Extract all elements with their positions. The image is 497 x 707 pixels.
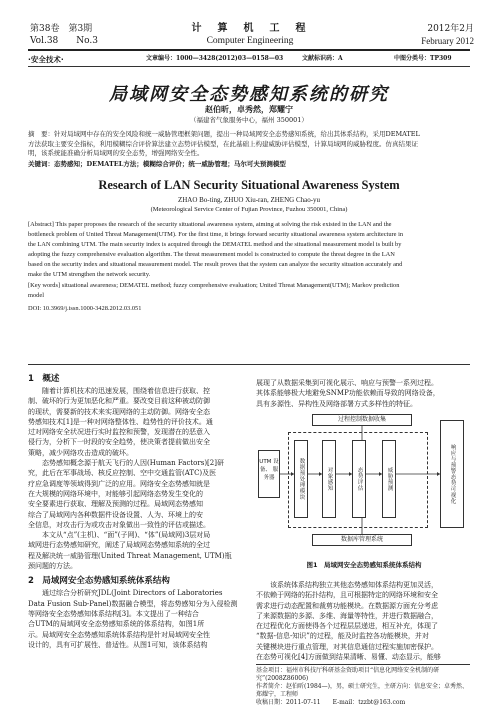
authors-cn: 赵伯昕，卓秀然，郑耀宁 — [205, 104, 293, 114]
keywords-en-line: model — [28, 292, 44, 300]
paragraph-line: 程及解决统一威胁管理(United Threat Management, UTM)瓶 — [28, 551, 232, 560]
abstract-en-line: based on the security index and situational measurement model. The result proves that the system can analyze the security situation accurately and — [28, 260, 403, 268]
abstract-en-line: bottleneck problem of United Threat Management(UTM). For the first time, it brings forward security situational awareness system architecture in — [28, 230, 404, 238]
affiliation-cn: （福建省气象服务中心，福州 350001） — [190, 116, 308, 124]
paragraph-line: 设计的，具有可扩展性、普适性。从图1可知，该体系结构 — [28, 640, 208, 649]
paragraph-line: 其体系能够极大地避免SNMP功能依赖而导致的网络设备， — [256, 389, 440, 398]
abstract-en-line: adopting the fuzzy comprehensive evaluation algorithm. The threat measurement model is constructed to compute the threat degree in the LAN — [28, 250, 395, 258]
authors-en: ZHAO Bo-ting, ZHUO Xiu-ran, ZHENG Chao-yu — [177, 196, 321, 204]
paragraph-line: 安全要素进行获取、理解及预测的过程。局域网态势感知 — [28, 500, 203, 509]
paragraph-line: 在过程优化方面使得各个过程层层递进，相互补充，体现了 — [256, 622, 438, 631]
paragraph-line: 的现状，需要新的技术来实现网络的主动防御。网络安全态 — [28, 407, 210, 416]
class-number: 中图分类号：TP309 — [394, 55, 452, 62]
abstract-cn-line: 摘 要：针对局域网中存在的安全风险和统一威胁管理框架问题，提出一种局域网安全态势感知系统，给出其体系结构，采用DEMATEL — [28, 130, 420, 138]
paragraph-line: “数据-信息-知识”的过程，能及时监控各功能模块，并对 — [256, 632, 429, 641]
abstract-rule — [28, 364, 470, 365]
paragraph-line: 合UTM的局域网安全态势感知系统的体系结构，如图1所 — [28, 620, 205, 629]
figure-bottom-bar: 数据库管理系统 — [312, 534, 412, 546]
paragraph-line: 综合了局域网内各种数据件设备设置、人为、环境上的安 — [28, 510, 203, 519]
paragraph-line: 究，此后在军事战场、核反应控制、空中交通监管(ATC)及医 — [28, 469, 217, 478]
abstract-en — [28, 220, 470, 314]
paper-title-en: Research of LAN Security Situational Awareness System — [98, 178, 400, 192]
paragraph-line: 等网络安全态势感知体系结构[3]。本文提出了一种结合 — [28, 609, 199, 618]
article-number: 文章编号：1000—3428(2012)03—0158—03 — [146, 55, 284, 62]
paragraph-line: 颈问题的方法。 — [28, 562, 77, 571]
paragraph-line: 策略，减少网络攻击造成的破坏。 — [28, 448, 133, 457]
figure-1 — [258, 414, 470, 576]
abstract-cn-line: 明，该系统能准确分析局域网的安全态势，增强网络安全性。 — [28, 149, 204, 158]
paragraph-line: 关键模块进行重点管理，对其信息通信过程实施加密保护。 — [256, 642, 438, 651]
figure-top-bar: 过程控制数据收集 — [312, 414, 412, 426]
paragraph-line: 侵行为，分析下一时段的安全趋势，使决策者提前做出安全 — [28, 438, 210, 447]
doi: DOI: 10.3969/j.issn.1000-3428.2012.03.051 — [28, 305, 142, 313]
volume-en: Vol.38 No.3 — [30, 36, 99, 46]
figure-object-box: 对象感知 — [322, 440, 336, 518]
footnote-fund: 基金项目：福州市科技厅科研基金资助项目“信息化网络安全机制的研究”(2008Z86006) — [256, 667, 440, 682]
affiliation-en: (Meteorological Service Center of Fujian Province, Fuzhou 350001, China) — [150, 206, 348, 213]
figure-prediction-box: 威胁预测 — [382, 440, 396, 518]
column-label: ·安全技术· — [28, 55, 64, 64]
abstract-en-line: the LAN combining UTM. The main security index is acquired through the DEMATEL method and the situational measurement model is built by — [28, 240, 402, 248]
abstract-cn — [28, 130, 470, 169]
paragraph-line: 不依赖于网络的拓扑结构，且可根据特定的网络环境和安全 — [256, 591, 438, 600]
figure-assessment-box: 态势评估 — [352, 440, 366, 518]
document-code: 文献标识码：A — [302, 55, 343, 62]
abstract-cn-line: 方法获取主要安全指标，利用模糊综合评价算法建立态势评估模型，在此基础上构建威胁评估模型，计算局域网的威胁程度。仿真结果证 — [28, 139, 418, 148]
right-column-mid — [256, 580, 470, 662]
paper-title-cn: 局域网安全态势感知系统的研究 — [109, 84, 389, 105]
figure-response-box: 响应与预警态势可视化 — [440, 420, 464, 528]
footnote-received: 收稿日期：2011-07-11 E-mail：tzzbt@163.com — [256, 699, 406, 706]
section-1-title: 1 概述 — [28, 374, 60, 384]
keywords-en-line: [Key words] situational awareness; DEMATEL method; fuzzy comprehensive evaluation; United Threat Management(UTM); Markov prediction — [28, 282, 400, 290]
abstract-en-line: make the UTM strengthen the network security. — [28, 270, 151, 278]
paragraph-line: 势感知技术[1]是一种对网络整体性、趋势性的评价技术。通 — [28, 417, 213, 426]
left-column — [28, 372, 242, 650]
meta-rule — [28, 66, 470, 67]
figure-arrows — [258, 414, 470, 554]
paragraph-line: 态势感知概念源于航天飞行的人因(Human Factors)[2]研 — [28, 459, 224, 468]
paragraph-line: 示。局域网安全态势感知系统体系结构是针对局域网安全性 — [28, 630, 210, 639]
date-en: February 2012 — [421, 36, 474, 46]
paragraph-line: 随着计算机技术的迅速发展，围绕着信息进行获取、控 — [28, 387, 210, 395]
footnote-author: 作者简介：赵伯昕(1984—)，男，硕士研究生，主研方向：信息安全；卓秀然、郑耀宁，工程师 — [256, 683, 468, 698]
volume-cn: 第38卷 第3期 — [30, 24, 93, 34]
paragraph-line: 在态势可视化[4]方面做到结果清晰、易懂、动态显示，能够 — [256, 653, 441, 662]
paragraph-line: 制、破坏的行为更加恶化和严重。要改变目前这种被动防御 — [28, 397, 210, 406]
header-rule — [28, 49, 470, 51]
paragraph-line: 本文从“点”(主机)、“面”(子网)、“体”(局域网)3层对局 — [28, 531, 211, 540]
paragraph-line: 全信息，对攻击行为或攻击对象做出一致性的评估或描述。 — [28, 520, 210, 529]
paragraph-line: 疗应急调度等领域得到广泛的应用。网络安全态势感知就是 — [28, 479, 210, 488]
journal-title-cn: 计 算 机 工 程 — [191, 23, 309, 34]
keywords-en — [28, 281, 470, 301]
footnote — [256, 664, 470, 707]
paragraph-line: 该系统体系结构独立其他态势感知体系结构更加灵活， — [256, 581, 438, 589]
paragraph-line: 域网进行态势感知研究，阐述了局域网态势感知系统的全过 — [28, 541, 210, 550]
paragraph-line: 在大规模的网络环境中，对能够引起网络态势发生变化的 — [28, 489, 203, 498]
journal-title-en: Computer Engineering — [206, 36, 294, 46]
paragraph-line: 了来源数据的多源、多维、海量等特性，并进行数据融合， — [256, 611, 438, 620]
figure-caption: 图1 局域网安全态势感知系统体系结构 — [306, 561, 422, 569]
paragraph-line: 过对网络安全状况进行实时监控和预警，发现潜在的恶意入 — [28, 428, 210, 437]
figure-utm-box: UTM 设备、 服务器 — [258, 450, 280, 498]
section-2-title: 2 局域网安全态势感知系统体系结构 — [28, 576, 170, 587]
paragraph-line: Data Fusion Sub-Panel)数据融合模型，将态势感知分为入侵检测 — [28, 599, 238, 608]
figure-preprocess-box: 数据预处理模块 — [294, 440, 308, 518]
paragraph-line: 展现了从数据采集到可视化展示、响应与预警一系列过程。 — [256, 379, 438, 387]
paragraph-line: 具有多源性、异构性及网络部署方式多样性的特征。 — [256, 399, 417, 408]
right-column-top — [256, 378, 470, 409]
date-cn: 2012年2月 — [427, 24, 474, 34]
keywords-cn: 关键词：态势感知；DEMATEL方法；模糊综合评价；统一威胁管理；马尔可夫预测模型 — [28, 159, 286, 168]
paragraph-line: 通过综合分析研究JDL(Joint Directors of Laboratories — [28, 589, 223, 598]
paragraph-line: 需求进行动态配置和裁剪功能模块。在数据源方面充分考虑 — [256, 601, 438, 610]
abstract-en-line: [Abstract] This paper proposes the research of the security situational awareness system, aiming at solving the risk existed in the LAN and the — [28, 221, 392, 228]
